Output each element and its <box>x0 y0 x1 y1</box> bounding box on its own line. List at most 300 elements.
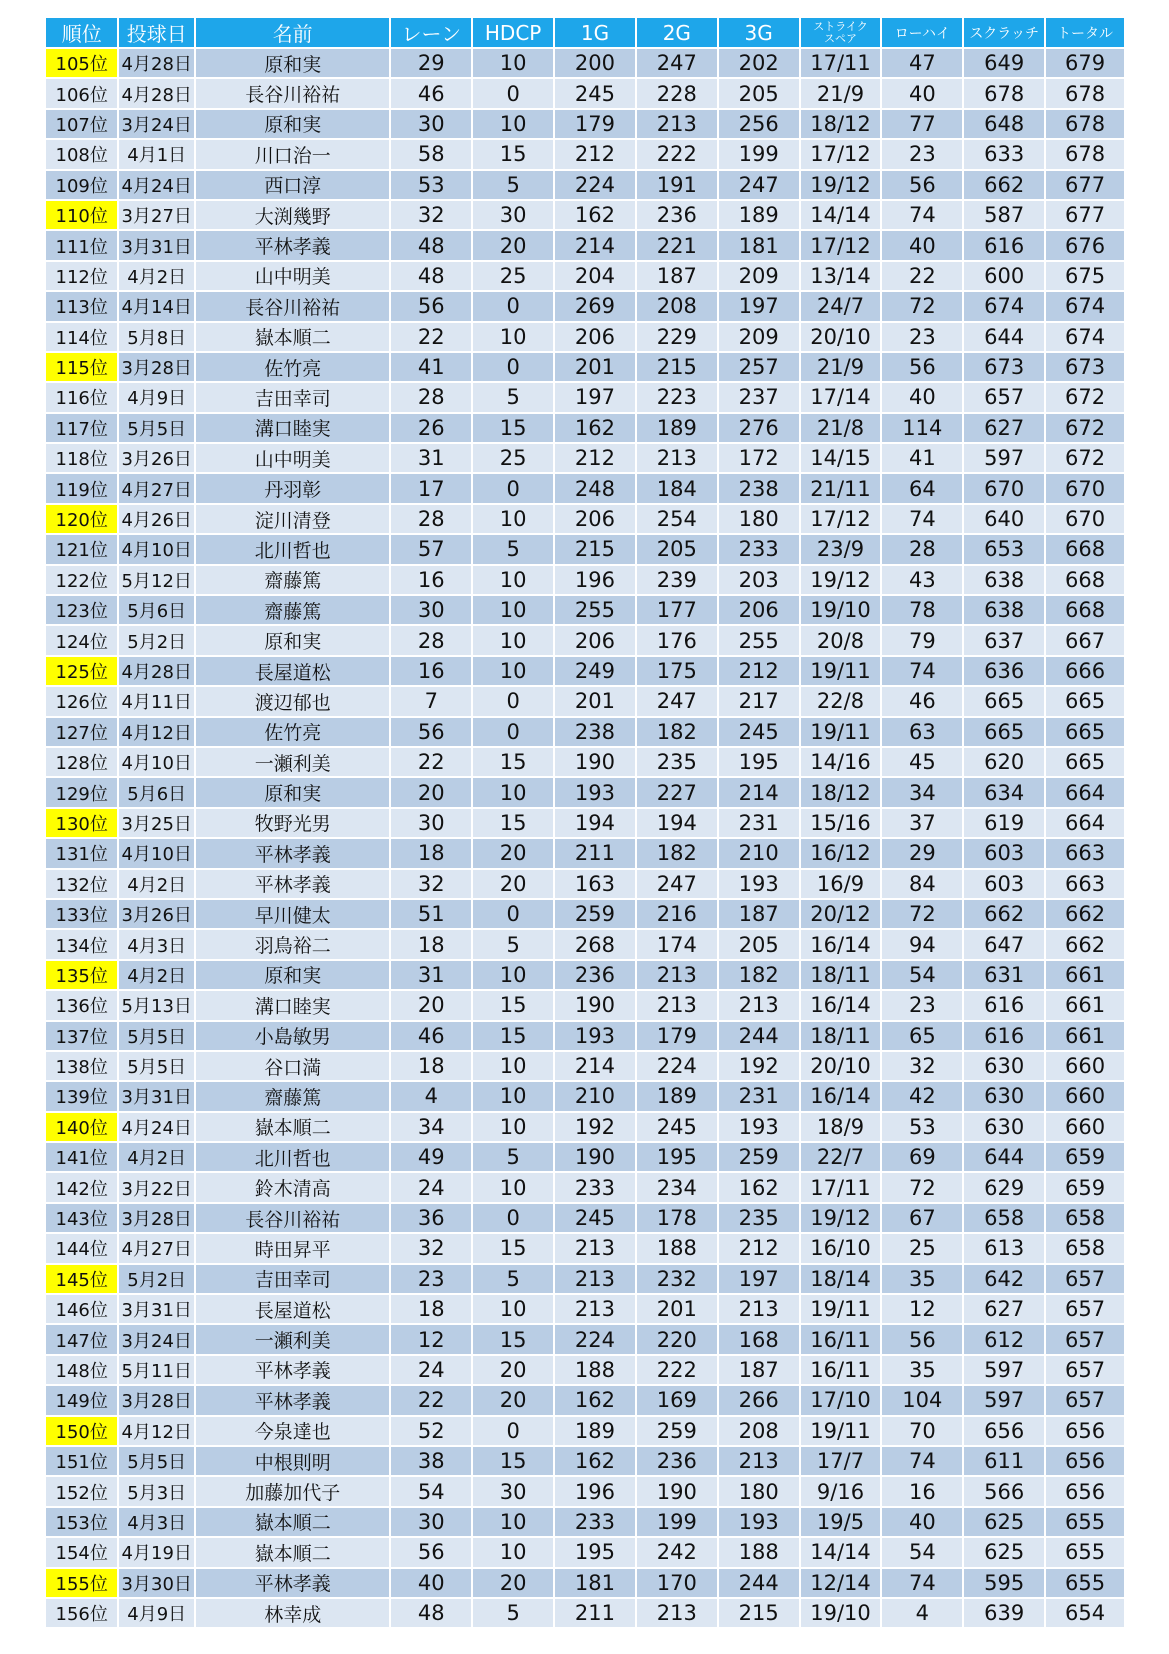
cell-game2: 221 <box>637 231 717 259</box>
cell-date: 4月12日 <box>119 718 194 746</box>
cell-game1: 238 <box>555 718 635 746</box>
cell-name: 丹羽彰 <box>196 474 389 502</box>
cell-low-high: 77 <box>882 110 962 138</box>
cell-total: 677 <box>1046 201 1124 229</box>
cell-total: 678 <box>1046 140 1124 168</box>
cell-total: 668 <box>1046 596 1124 624</box>
cell-scratch: 616 <box>964 231 1044 259</box>
cell-low-high: 54 <box>882 961 962 989</box>
cell-total: 667 <box>1046 626 1124 654</box>
cell-date: 4月2日 <box>119 870 194 898</box>
cell-game1: 162 <box>555 1386 635 1414</box>
cell-rank: 134位 <box>46 930 117 958</box>
cell-strike-spare: 18/14 <box>801 1265 881 1293</box>
cell-date: 5月6日 <box>119 778 194 806</box>
cell-game2: 169 <box>637 1386 717 1414</box>
cell-low-high: 46 <box>882 687 962 715</box>
cell-game3: 181 <box>719 231 799 259</box>
cell-hdcp: 10 <box>473 110 553 138</box>
cell-date: 5月6日 <box>119 596 194 624</box>
cell-game3: 168 <box>719 1325 799 1353</box>
cell-date: 3月24日 <box>119 1325 194 1353</box>
cell-low-high: 74 <box>882 505 962 533</box>
cell-total: 655 <box>1046 1569 1124 1597</box>
cell-rank: 109位 <box>46 171 117 199</box>
cell-game3: 233 <box>719 535 799 563</box>
cell-hdcp: 20 <box>473 1356 553 1384</box>
cell-game2: 236 <box>637 1447 717 1475</box>
cell-rank: 139位 <box>46 1082 117 1110</box>
cell-low-high: 72 <box>882 292 962 320</box>
cell-game1: 200 <box>555 49 635 77</box>
cell-game1: 179 <box>555 110 635 138</box>
cell-game1: 215 <box>555 535 635 563</box>
cell-lane: 51 <box>391 900 471 928</box>
cell-hdcp: 25 <box>473 444 553 472</box>
cell-hdcp: 10 <box>473 626 553 654</box>
cell-game1: 245 <box>555 1204 635 1232</box>
cell-total: 660 <box>1046 1052 1124 1080</box>
cell-total: 661 <box>1046 961 1124 989</box>
cell-rank: 130位 <box>46 809 117 837</box>
cell-date: 5月11日 <box>119 1356 194 1384</box>
cell-game1: 268 <box>555 930 635 958</box>
cell-total: 668 <box>1046 566 1124 594</box>
cell-strike-spare: 22/7 <box>801 1143 881 1171</box>
cell-low-high: 22 <box>882 262 962 290</box>
cell-date: 4月10日 <box>119 748 194 776</box>
cell-name: 大渕幾野 <box>196 201 389 229</box>
cell-game1: 213 <box>555 1295 635 1323</box>
cell-game2: 215 <box>637 353 717 381</box>
cell-scratch: 613 <box>964 1234 1044 1262</box>
cell-total: 656 <box>1046 1477 1124 1505</box>
cell-total: 666 <box>1046 657 1124 685</box>
cell-low-high: 12 <box>882 1295 962 1323</box>
cell-lane: 29 <box>391 49 471 77</box>
cell-date: 4月9日 <box>119 383 194 411</box>
cell-strike-spare: 13/14 <box>801 262 881 290</box>
cell-hdcp: 30 <box>473 201 553 229</box>
cell-rank: 150位 <box>46 1417 117 1445</box>
cell-scratch: 640 <box>964 505 1044 533</box>
cell-game2: 213 <box>637 961 717 989</box>
cell-hdcp: 10 <box>473 1082 553 1110</box>
cell-game1: 214 <box>555 231 635 259</box>
cell-name: 北川哲也 <box>196 535 389 563</box>
cell-hdcp: 10 <box>473 505 553 533</box>
cell-game3: 195 <box>719 748 799 776</box>
table-row <box>46 778 1124 806</box>
table-row <box>46 1356 1124 1384</box>
cell-game2: 184 <box>637 474 717 502</box>
cell-name: 淀川清登 <box>196 505 389 533</box>
cell-strike-spare: 14/15 <box>801 444 881 472</box>
cell-name: 長屋道松 <box>196 657 389 685</box>
cell-total: 665 <box>1046 687 1124 715</box>
cell-name: 山中明美 <box>196 444 389 472</box>
cell-game1: 236 <box>555 961 635 989</box>
cell-total: 670 <box>1046 474 1124 502</box>
table-row <box>46 262 1124 290</box>
cell-strike-spare: 21/9 <box>801 353 881 381</box>
table-row <box>46 383 1124 411</box>
cell-scratch: 657 <box>964 383 1044 411</box>
cell-rank: 106位 <box>46 79 117 107</box>
cell-strike-spare: 20/12 <box>801 900 881 928</box>
table-row <box>46 930 1124 958</box>
table-row <box>46 110 1124 138</box>
cell-game2: 239 <box>637 566 717 594</box>
cell-hdcp: 15 <box>473 809 553 837</box>
table-row <box>46 535 1124 563</box>
cell-total: 673 <box>1046 353 1124 381</box>
cell-lane: 38 <box>391 1447 471 1475</box>
cell-lane: 12 <box>391 1325 471 1353</box>
cell-strike-spare: 19/11 <box>801 657 881 685</box>
cell-scratch: 648 <box>964 110 1044 138</box>
table-row <box>46 1173 1124 1201</box>
cell-name: 原和実 <box>196 778 389 806</box>
cell-rank: 126位 <box>46 687 117 715</box>
cell-game2: 234 <box>637 1173 717 1201</box>
cell-game1: 206 <box>555 505 635 533</box>
cell-name: 加藤加代子 <box>196 1477 389 1505</box>
cell-rank: 144位 <box>46 1234 117 1262</box>
cell-hdcp: 5 <box>473 1143 553 1171</box>
cell-date: 4月10日 <box>119 535 194 563</box>
table-row <box>46 1569 1124 1597</box>
cell-lane: 30 <box>391 596 471 624</box>
cell-hdcp: 5 <box>473 1599 553 1627</box>
cell-date: 4月2日 <box>119 262 194 290</box>
cell-game3: 162 <box>719 1173 799 1201</box>
cell-strike-spare: 16/9 <box>801 870 881 898</box>
cell-total: 677 <box>1046 171 1124 199</box>
cell-hdcp: 10 <box>473 1508 553 1536</box>
cell-total: 657 <box>1046 1265 1124 1293</box>
cell-hdcp: 10 <box>473 1113 553 1141</box>
cell-low-high: 70 <box>882 1417 962 1445</box>
cell-game2: 236 <box>637 201 717 229</box>
cell-game3: 197 <box>719 292 799 320</box>
cell-game1: 196 <box>555 1477 635 1505</box>
cell-scratch: 674 <box>964 292 1044 320</box>
cell-game1: 212 <box>555 140 635 168</box>
cell-scratch: 673 <box>964 353 1044 381</box>
cell-low-high: 25 <box>882 1234 962 1262</box>
cell-low-high: 56 <box>882 171 962 199</box>
cell-date: 4月3日 <box>119 930 194 958</box>
header-total: トータル <box>1046 18 1124 47</box>
table-row <box>46 505 1124 533</box>
cell-date: 3月25日 <box>119 809 194 837</box>
cell-scratch: 625 <box>964 1508 1044 1536</box>
cell-game2: 199 <box>637 1508 717 1536</box>
cell-scratch: 634 <box>964 778 1044 806</box>
cell-date: 3月28日 <box>119 353 194 381</box>
cell-game2: 176 <box>637 626 717 654</box>
cell-game3: 206 <box>719 596 799 624</box>
cell-game3: 237 <box>719 383 799 411</box>
table-row <box>46 171 1124 199</box>
cell-total: 663 <box>1046 870 1124 898</box>
table-row <box>46 140 1124 168</box>
cell-name: 平林孝義 <box>196 839 389 867</box>
cell-lane: 56 <box>391 292 471 320</box>
cell-lane: 26 <box>391 414 471 442</box>
cell-strike-spare: 19/11 <box>801 1417 881 1445</box>
cell-strike-spare: 24/7 <box>801 292 881 320</box>
cell-total: 661 <box>1046 991 1124 1019</box>
cell-lane: 16 <box>391 657 471 685</box>
cell-strike-spare: 14/16 <box>801 748 881 776</box>
cell-game2: 213 <box>637 1599 717 1627</box>
header-date: 投球日 <box>119 18 194 47</box>
cell-strike-spare: 17/12 <box>801 231 881 259</box>
cell-game2: 182 <box>637 839 717 867</box>
cell-date: 3月26日 <box>119 900 194 928</box>
cell-date: 4月19日 <box>119 1538 194 1566</box>
cell-lane: 30 <box>391 1508 471 1536</box>
cell-name: 山中明美 <box>196 262 389 290</box>
cell-strike-spare: 15/16 <box>801 809 881 837</box>
cell-game2: 195 <box>637 1143 717 1171</box>
cell-hdcp: 0 <box>473 79 553 107</box>
cell-scratch: 665 <box>964 718 1044 746</box>
cell-game3: 213 <box>719 1295 799 1323</box>
cell-lane: 48 <box>391 262 471 290</box>
cell-strike-spare: 16/14 <box>801 930 881 958</box>
cell-scratch: 662 <box>964 900 1044 928</box>
cell-game2: 182 <box>637 718 717 746</box>
table-row <box>46 991 1124 1019</box>
cell-game3: 215 <box>719 1599 799 1627</box>
cell-lane: 46 <box>391 1022 471 1050</box>
cell-strike-spare: 9/16 <box>801 1477 881 1505</box>
cell-strike-spare: 19/10 <box>801 1599 881 1627</box>
cell-strike-spare: 19/11 <box>801 1295 881 1323</box>
cell-name: 原和実 <box>196 626 389 654</box>
cell-lane: 23 <box>391 1265 471 1293</box>
cell-total: 657 <box>1046 1325 1124 1353</box>
cell-strike-spare: 20/8 <box>801 626 881 654</box>
cell-date: 4月10日 <box>119 839 194 867</box>
cell-hdcp: 20 <box>473 1386 553 1414</box>
cell-rank: 122位 <box>46 566 117 594</box>
cell-game3: 213 <box>719 1447 799 1475</box>
cell-lane: 22 <box>391 323 471 351</box>
cell-lane: 24 <box>391 1173 471 1201</box>
cell-hdcp: 15 <box>473 1234 553 1262</box>
cell-rank: 115位 <box>46 353 117 381</box>
cell-game1: 269 <box>555 292 635 320</box>
cell-game2: 201 <box>637 1295 717 1323</box>
cell-game3: 276 <box>719 414 799 442</box>
cell-rank: 154位 <box>46 1538 117 1566</box>
cell-date: 5月3日 <box>119 1477 194 1505</box>
table-row <box>46 49 1124 77</box>
table-row <box>46 1265 1124 1293</box>
cell-low-high: 104 <box>882 1386 962 1414</box>
cell-scratch: 644 <box>964 323 1044 351</box>
cell-scratch: 587 <box>964 201 1044 229</box>
cell-game3: 256 <box>719 110 799 138</box>
cell-name: 中根則明 <box>196 1447 389 1475</box>
cell-date: 4月11日 <box>119 687 194 715</box>
cell-game2: 228 <box>637 79 717 107</box>
header-row <box>46 18 1124 47</box>
cell-scratch: 630 <box>964 1082 1044 1110</box>
cell-strike-spare: 18/12 <box>801 778 881 806</box>
cell-low-high: 64 <box>882 474 962 502</box>
cell-rank: 141位 <box>46 1143 117 1171</box>
cell-date: 3月30日 <box>119 1569 194 1597</box>
cell-total: 662 <box>1046 900 1124 928</box>
cell-rank: 127位 <box>46 718 117 746</box>
cell-rank: 153位 <box>46 1508 117 1536</box>
cell-total: 664 <box>1046 778 1124 806</box>
cell-strike-spare: 14/14 <box>801 201 881 229</box>
cell-low-high: 67 <box>882 1204 962 1232</box>
cell-strike-spare: 16/11 <box>801 1325 881 1353</box>
cell-date: 4月2日 <box>119 1143 194 1171</box>
cell-date: 3月28日 <box>119 1386 194 1414</box>
cell-scratch: 637 <box>964 626 1044 654</box>
cell-total: 676 <box>1046 231 1124 259</box>
cell-total: 655 <box>1046 1538 1124 1566</box>
cell-rank: 148位 <box>46 1356 117 1384</box>
cell-game1: 190 <box>555 991 635 1019</box>
cell-total: 674 <box>1046 323 1124 351</box>
cell-scratch: 630 <box>964 1052 1044 1080</box>
cell-total: 662 <box>1046 930 1124 958</box>
cell-rank: 140位 <box>46 1113 117 1141</box>
cell-lane: 40 <box>391 1569 471 1597</box>
table-row <box>46 1508 1124 1536</box>
cell-strike-spare: 17/14 <box>801 383 881 411</box>
cell-game1: 193 <box>555 1022 635 1050</box>
cell-game3: 180 <box>719 1477 799 1505</box>
table-row <box>46 900 1124 928</box>
header-game1: 1G <box>555 18 635 47</box>
cell-low-high: 45 <box>882 748 962 776</box>
cell-hdcp: 15 <box>473 1447 553 1475</box>
table-row <box>46 79 1124 107</box>
cell-total: 661 <box>1046 1022 1124 1050</box>
cell-name: 早川健太 <box>196 900 389 928</box>
cell-strike-spare: 14/14 <box>801 1538 881 1566</box>
cell-low-high: 34 <box>882 778 962 806</box>
cell-hdcp: 10 <box>473 566 553 594</box>
cell-rank: 143位 <box>46 1204 117 1232</box>
cell-game2: 220 <box>637 1325 717 1353</box>
cell-rank: 111位 <box>46 231 117 259</box>
cell-strike-spare: 19/12 <box>801 171 881 199</box>
cell-low-high: 65 <box>882 1022 962 1050</box>
cell-hdcp: 20 <box>473 870 553 898</box>
cell-date: 4月28日 <box>119 49 194 77</box>
cell-date: 4月24日 <box>119 171 194 199</box>
header-game2: 2G <box>637 18 717 47</box>
cell-name: 溝口睦実 <box>196 414 389 442</box>
cell-game1: 194 <box>555 809 635 837</box>
cell-scratch: 636 <box>964 657 1044 685</box>
cell-scratch: 595 <box>964 1569 1044 1597</box>
cell-game1: 162 <box>555 1447 635 1475</box>
cell-low-high: 114 <box>882 414 962 442</box>
cell-game2: 235 <box>637 748 717 776</box>
cell-game1: 233 <box>555 1173 635 1201</box>
cell-hdcp: 10 <box>473 1173 553 1201</box>
cell-date: 5月5日 <box>119 1022 194 1050</box>
cell-lane: 31 <box>391 961 471 989</box>
cell-scratch: 658 <box>964 1204 1044 1232</box>
cell-game1: 206 <box>555 323 635 351</box>
cell-scratch: 639 <box>964 1599 1044 1627</box>
cell-date: 4月2日 <box>119 961 194 989</box>
cell-game1: 214 <box>555 1052 635 1080</box>
cell-rank: 112位 <box>46 262 117 290</box>
cell-rank: 145位 <box>46 1265 117 1293</box>
cell-game3: 189 <box>719 201 799 229</box>
cell-name: 佐竹亮 <box>196 718 389 746</box>
cell-scratch: 616 <box>964 1022 1044 1050</box>
cell-hdcp: 20 <box>473 1569 553 1597</box>
cell-scratch: 656 <box>964 1417 1044 1445</box>
cell-scratch: 627 <box>964 1295 1044 1323</box>
cell-game2: 190 <box>637 1477 717 1505</box>
cell-total: 660 <box>1046 1113 1124 1141</box>
cell-lane: 22 <box>391 1386 471 1414</box>
cell-name: 北川哲也 <box>196 1143 389 1171</box>
cell-game3: 235 <box>719 1204 799 1232</box>
cell-total: 654 <box>1046 1599 1124 1627</box>
cell-total: 679 <box>1046 49 1124 77</box>
cell-date: 5月5日 <box>119 1447 194 1475</box>
cell-rank: 151位 <box>46 1447 117 1475</box>
cell-game3: 213 <box>719 991 799 1019</box>
cell-game1: 163 <box>555 870 635 898</box>
cell-scratch: 620 <box>964 748 1044 776</box>
cell-lane: 32 <box>391 1234 471 1262</box>
cell-low-high: 56 <box>882 353 962 381</box>
cell-lane: 28 <box>391 626 471 654</box>
table-row <box>46 687 1124 715</box>
cell-game2: 242 <box>637 1538 717 1566</box>
cell-scratch: 649 <box>964 49 1044 77</box>
cell-rank: 107位 <box>46 110 117 138</box>
cell-low-high: 40 <box>882 79 962 107</box>
cell-low-high: 4 <box>882 1599 962 1627</box>
cell-name: 嶽本順二 <box>196 1508 389 1536</box>
cell-rank: 125位 <box>46 657 117 685</box>
cell-name: 渡辺郁也 <box>196 687 389 715</box>
cell-scratch: 566 <box>964 1477 1044 1505</box>
cell-name: 嶽本順二 <box>196 1538 389 1566</box>
table-row <box>46 1113 1124 1141</box>
cell-game2: 174 <box>637 930 717 958</box>
cell-lane: 20 <box>391 991 471 1019</box>
cell-total: 656 <box>1046 1417 1124 1445</box>
cell-low-high: 74 <box>882 657 962 685</box>
table-row <box>46 1022 1124 1050</box>
cell-low-high: 72 <box>882 900 962 928</box>
table-row <box>46 474 1124 502</box>
cell-game3: 182 <box>719 961 799 989</box>
cell-game3: 255 <box>719 626 799 654</box>
cell-name: 溝口睦実 <box>196 991 389 1019</box>
